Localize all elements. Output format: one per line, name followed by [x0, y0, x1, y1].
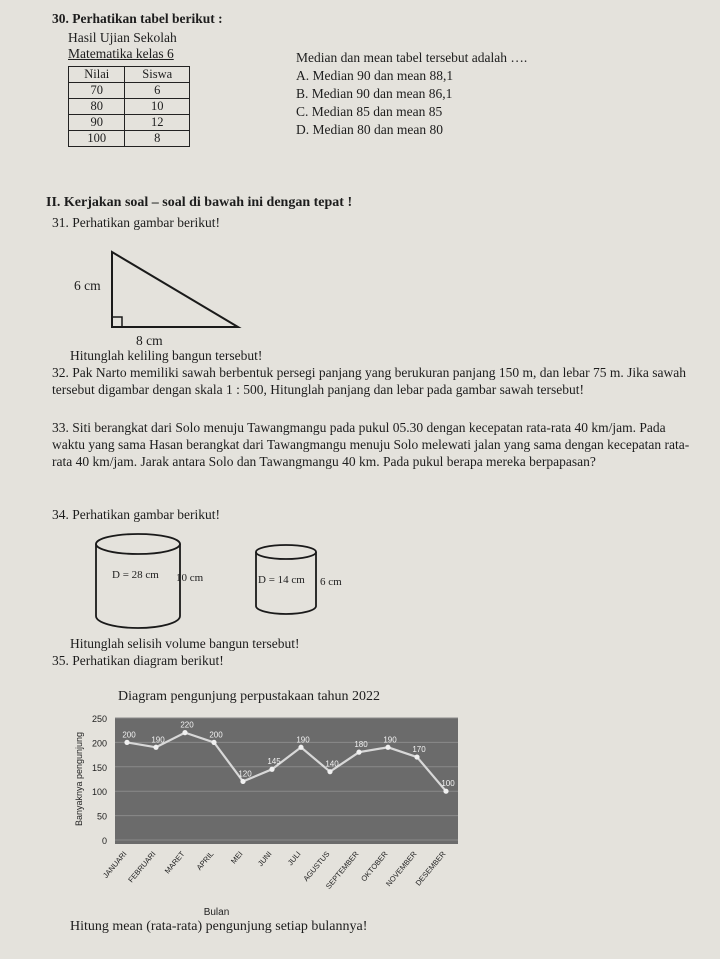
q32-text: 32. Pak Narto memiliki sawah berbentuk persegi panjang yang berukuran panjang 150 m, dan lebar 75 m. Jika sawah tersebut digambar dengan skala 1 : 500, Hitunglah panjang dan lebar pada gambar sawah tersebut! — [52, 365, 686, 397]
x-tick-label: AGUSTUS — [301, 849, 332, 884]
q30-table-title-1: Hasil Ujian Sekolah — [68, 30, 177, 45]
data-label: 170 — [412, 745, 426, 755]
q31-side-label: 6 cm — [74, 278, 101, 293]
chart-plot-area — [115, 718, 458, 844]
chart-title: Diagram pengunjung perpustakaan tahun 2022 — [118, 689, 381, 704]
y-tick-label: 50 — [96, 811, 107, 822]
q35-question: Hitung mean (rata-rata) pengunjung setiap bulannya! — [70, 919, 368, 934]
q30-grade-table — [68, 66, 190, 147]
x-tick-label: APRIL — [194, 849, 216, 872]
x-axis-label: Bulan — [203, 907, 230, 918]
x-tick-label: MARET — [162, 849, 187, 876]
x-tick-label: SEPTEMBER — [323, 849, 361, 891]
data-label: 200 — [209, 730, 223, 740]
data-point — [356, 750, 361, 755]
table-row — [69, 83, 190, 99]
section-2-heading: II. Kerjakan soal – soal di bawah ini dengan tepat ! — [46, 195, 353, 210]
data-point — [298, 745, 303, 750]
q30-title: 30. Perhatikan tabel berikut : — [52, 11, 223, 26]
y-tick-label: 150 — [91, 762, 107, 773]
data-label: 190 — [296, 735, 310, 745]
right-angle-mark — [112, 317, 122, 327]
table-cell: 100 — [69, 131, 125, 147]
y-tick-label: 250 — [91, 714, 107, 724]
table-cell: 8 — [125, 131, 190, 147]
data-point — [443, 789, 448, 794]
y-tick-label: 0 — [101, 836, 107, 846]
data-point — [269, 767, 274, 772]
triangle-shape — [112, 252, 238, 327]
x-tick-label: DESEMBER — [413, 849, 448, 888]
data-point — [182, 730, 187, 735]
table-cell: 80 — [69, 99, 125, 115]
table-cell: 10 — [125, 99, 190, 115]
line-chart — [70, 700, 470, 930]
cyl2-diameter: D = 14 cm — [258, 574, 305, 586]
data-point — [414, 754, 419, 759]
x-tick-label: FEBRUARI — [126, 849, 158, 885]
data-point — [153, 745, 158, 750]
x-tick-label: OKTOBER — [359, 849, 390, 884]
cyl1-height: 10 cm — [176, 572, 204, 584]
q33-text: 33. Siti berangkat dari Solo menuju Tawangmangu pada pukul 05.30 dengan kecepatan rata-rata 40 km/jam. Pada waktu yang sama Hasan berangkat dari Tawangmangu menuju Solo melewati jalan yang sama dengan kecepatan rata-rata 40 km/jam. Jarak antara Solo dan Tawangmangu 40 km. Pada pukul berapa mereka berpapasan? — [52, 420, 690, 469]
q31-question: Hitunglah keliling bangun tersebut! — [70, 348, 263, 363]
x-tick-label: JANUARI — [101, 849, 129, 880]
q31-base-label: 8 cm — [136, 333, 163, 348]
q30-option-d: D. Median 80 dan mean 80 — [296, 122, 443, 137]
cyl1-diameter: D = 28 cm — [112, 569, 159, 581]
data-label: 220 — [180, 720, 194, 730]
q30-option-b: B. Median 90 dan mean 86,1 — [296, 86, 453, 101]
table-row — [69, 115, 190, 131]
data-label: 145 — [267, 757, 281, 767]
x-tick-label: JULI — [285, 849, 303, 868]
table-header-nilai: Nilai — [69, 67, 125, 83]
table-cell: 70 — [69, 83, 125, 99]
q34-title: 34. Perhatikan gambar berikut! — [52, 507, 220, 522]
cyl2-height: 6 cm — [320, 576, 342, 588]
data-point — [327, 769, 332, 774]
q35-title: 35. Perhatikan diagram berikut! — [52, 653, 224, 668]
data-label: 120 — [238, 769, 252, 779]
data-label: 100 — [441, 779, 455, 789]
data-point — [240, 779, 245, 784]
y-tick-label: 200 — [91, 738, 107, 749]
q34-question: Hitunglah selisih volume bangun tersebut! — [70, 636, 300, 651]
q30-option-a: A. Median 90 dan mean 88,1 — [296, 68, 454, 83]
table-cell: 90 — [69, 115, 125, 131]
q30-option-c: C. Median 85 dan mean 85 — [296, 104, 443, 119]
q30-question: Median dan mean tabel tersebut adalah …. — [296, 50, 528, 65]
data-point — [124, 740, 129, 745]
y-tick-label: 100 — [91, 787, 107, 798]
data-label: 140 — [325, 759, 339, 769]
table-cell: 6 — [125, 83, 190, 99]
x-tick-label: JUNI — [255, 849, 274, 869]
table-cell: 12 — [125, 115, 190, 131]
table-row — [69, 131, 190, 147]
x-tick-label: NOVEMBER — [384, 849, 419, 889]
x-tick-label: MEI — [229, 849, 245, 866]
y-axis-label: Banyaknya pengunjung — [74, 731, 84, 827]
q31-title: 31. Perhatikan gambar berikut! — [52, 215, 220, 230]
table-header-row — [69, 67, 190, 83]
data-point — [211, 740, 216, 745]
data-label: 200 — [122, 730, 136, 740]
table-header-siswa: Siswa — [125, 67, 190, 83]
data-label: 190 — [151, 735, 165, 745]
data-label: 190 — [383, 735, 397, 745]
q30-table-title-2: Matematika kelas 6 — [68, 46, 174, 61]
data-point — [385, 745, 390, 750]
data-label: 180 — [354, 740, 368, 750]
table-row — [69, 99, 190, 115]
